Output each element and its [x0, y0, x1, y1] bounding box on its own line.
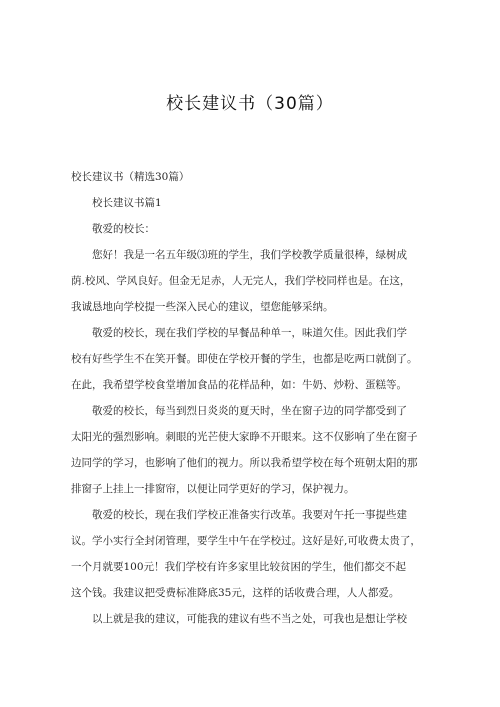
- document-body: [71, 164, 441, 632]
- paragraph-2-line-3: 在此，我希望学校食堂增加食品的花样品种，如：牛奶、炒粉、蛋糕等。: [71, 379, 407, 391]
- document-title: 校长建议书（30篇）: [166, 94, 334, 114]
- paragraph-5-line-1: 以上就是我的建议，可能我的建议有些不当之处，可我也是想让学校: [92, 613, 407, 625]
- paragraph-1-line-2: 荫.校风、学风良好。但金无足赤，人无完人，我们学校同样也是。在这，: [71, 275, 411, 287]
- paragraph-3-line-4: 排窗子上挂上一排窗帘，以便让同学更好的学习，保护视力。: [71, 483, 355, 495]
- paragraph-1-line-3: 我诚恳地向学校提一些深入民心的建议，望您能够采纳。: [71, 301, 334, 313]
- paragraph-4-line-4: 这个钱。我建议把受费标准降底35元，这样的话收费合理，人人都爱。: [71, 587, 400, 599]
- paragraph-4-line-3: 一个月就要100元！我们学校有许多家里比较贫困的学生，他们都交不起: [71, 561, 407, 573]
- paragraph-3-line-3: 边同学的学习，也影响了他们的视力。所以我希望学校在每个班朝太阳的那: [71, 457, 418, 469]
- salutation: 敬爱的校长：: [92, 223, 155, 235]
- paragraph-2-line-2: 校有好些学生不在笑开餐。即使在学校开餐的学生，也都是吃两口就倒了。: [71, 353, 418, 365]
- paragraph-4-line-1: 敬爱的校长，现在我们学校正准备实行改革。我要对午托一事提些建: [92, 509, 407, 521]
- subtitle-line: 校长建议书（精选30篇）: [71, 171, 190, 183]
- section-heading: 校长建议书篇1: [92, 197, 162, 209]
- paragraph-2-line-1: 敬爱的校长，现在我们学校的早餐品种单一，味道欠佳。因此我们学: [92, 327, 407, 339]
- paragraph-1-line-1: 您好！我是一名五年级⑶班的学生，我们学校教学质量很棒，绿树成: [92, 249, 407, 261]
- paragraph-3-line-1: 敬爱的校长，每当到烈日炎炎的夏天时，坐在窗子边的同学都受到了: [92, 405, 407, 417]
- paragraph-4-line-2: 议。学小实行全封闭管理，要学生中午在学校过。这好是好,可收费太贵了，: [71, 535, 421, 547]
- paragraph-3-line-2: 太阳光的强烈影响。刺眼的光芒使大家睁不开眼来。这不仅影响了坐在窗子: [71, 431, 418, 443]
